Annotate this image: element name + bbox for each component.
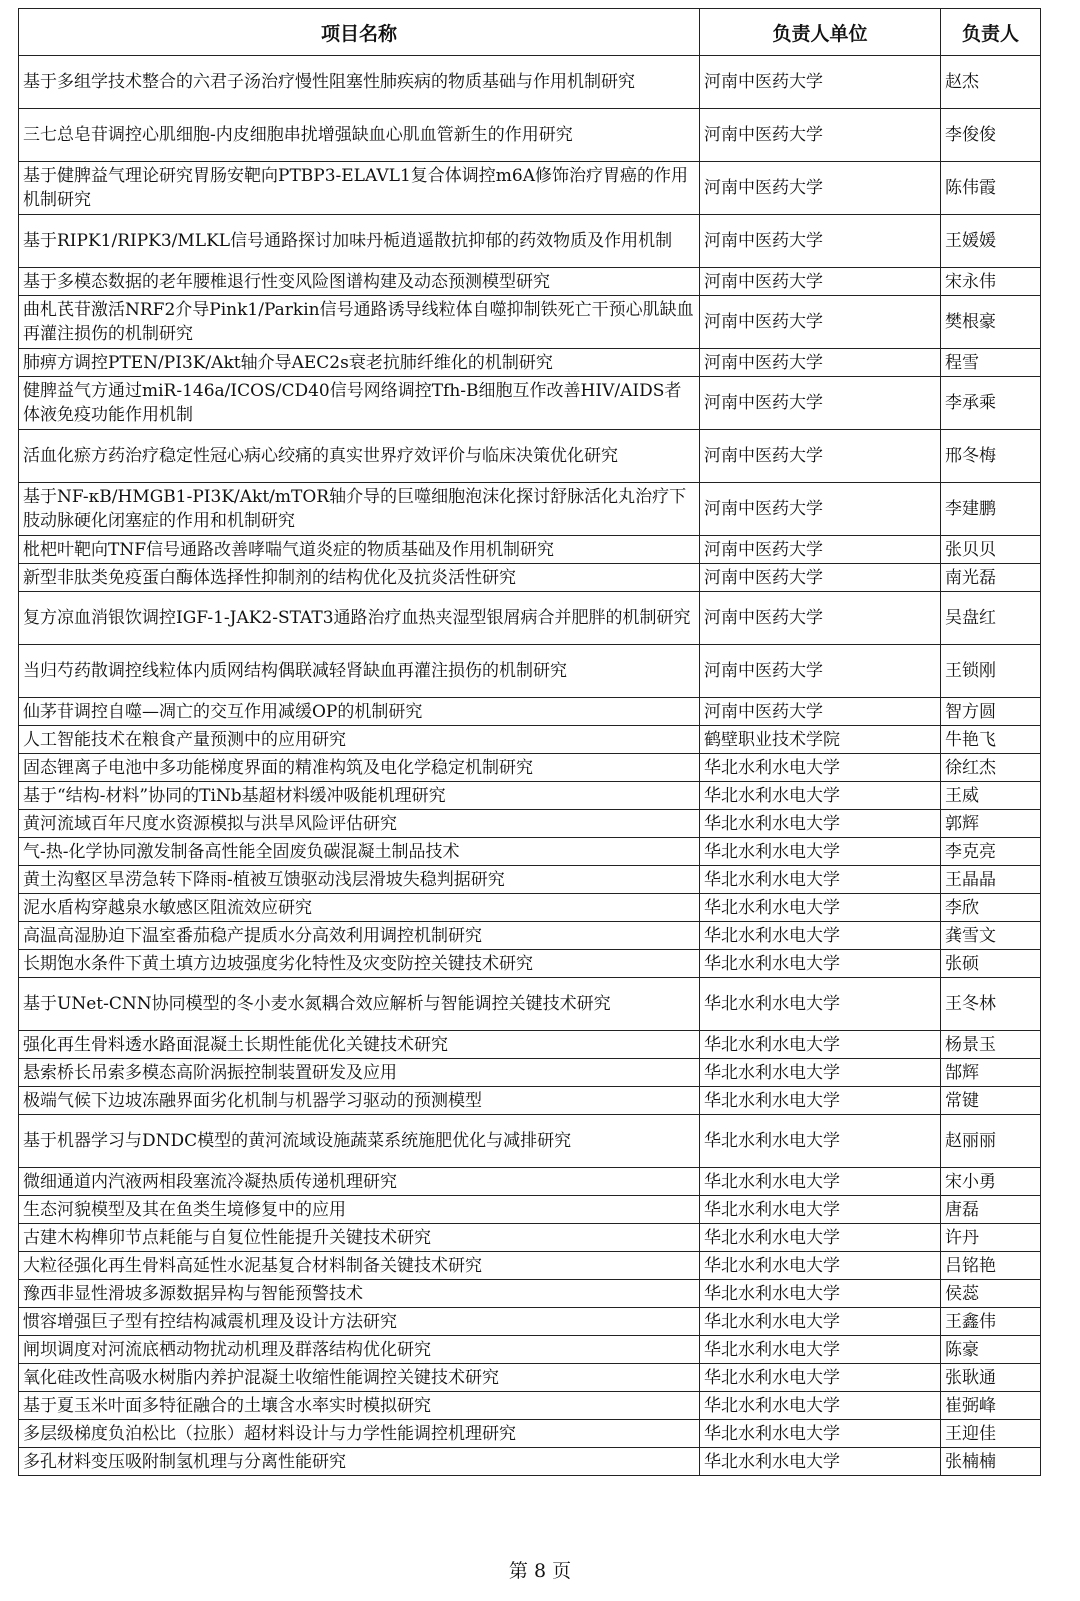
header-project-name: 项目名称	[19, 9, 700, 56]
table-row	[19, 1115, 1041, 1168]
institution-cell: 华北水利水电大学	[700, 1196, 941, 1224]
project-name-cell: 枇杷叶靶向TNF信号通路改善哮喘气道炎症的物质基础及作用机制研究	[19, 536, 700, 564]
institution-cell: 华北水利水电大学	[700, 1336, 941, 1364]
table-row	[19, 1196, 1041, 1224]
table-row	[19, 1448, 1041, 1476]
project-name-cell: 基于多模态数据的老年腰椎退行性变风险图谱构建及动态预测模型研究	[19, 268, 700, 296]
table-row	[19, 1031, 1041, 1059]
leader-cell: 赵丽丽	[941, 1115, 1041, 1168]
leader-cell: 吕铭艳	[941, 1252, 1041, 1280]
project-name-cell: 基于RIPK1/RIPK3/MLKL信号通路探讨加味丹栀逍遥散抗抑郁的药效物质及作用机制	[19, 215, 700, 268]
table-row	[19, 838, 1041, 866]
project-name-cell: 气-热-化学协同激发制备高性能全固废负碳混凝土制品技术	[19, 838, 700, 866]
institution-cell: 华北水利水电大学	[700, 1115, 941, 1168]
table-row	[19, 430, 1041, 483]
institution-cell: 华北水利水电大学	[700, 782, 941, 810]
project-name-cell: 肺痹方调控PTEN/PI3K/Akt轴介导AEC2s衰老抗肺纤维化的机制研究	[19, 349, 700, 377]
table-row	[19, 564, 1041, 592]
project-name-cell: 当归芍药散调控线粒体内质网结构偶联减轻肾缺血再灌注损伤的机制研究	[19, 645, 700, 698]
institution-cell: 鹤壁职业技术学院	[700, 726, 941, 754]
leader-cell: 龚雪文	[941, 922, 1041, 950]
institution-cell: 河南中医药大学	[700, 268, 941, 296]
project-name-cell: 生态河貌模型及其在鱼类生境修复中的应用	[19, 1196, 700, 1224]
institution-cell: 河南中医药大学	[700, 564, 941, 592]
table-row	[19, 978, 1041, 1031]
leader-cell: 崔弼峰	[941, 1392, 1041, 1420]
table-row	[19, 215, 1041, 268]
leader-cell: 王威	[941, 782, 1041, 810]
project-name-cell: 古建木构榫卯节点耗能与自复位性能提升关键技术研究	[19, 1224, 700, 1252]
project-name-cell: 氧化硅改性高吸水树脂内养护混凝土收缩性能调控关键技术研究	[19, 1364, 700, 1392]
table-row	[19, 1336, 1041, 1364]
leader-cell: 邢冬梅	[941, 430, 1041, 483]
table-row	[19, 1059, 1041, 1087]
table-row	[19, 349, 1041, 377]
institution-cell: 华北水利水电大学	[700, 1308, 941, 1336]
institution-cell: 华北水利水电大学	[700, 894, 941, 922]
institution-cell: 华北水利水电大学	[700, 1224, 941, 1252]
leader-cell: 常键	[941, 1087, 1041, 1115]
project-name-cell: 人工智能技术在粮食产量预测中的应用研究	[19, 726, 700, 754]
leader-cell: 樊根豪	[941, 296, 1041, 349]
institution-cell: 华北水利水电大学	[700, 754, 941, 782]
institution-cell: 河南中医药大学	[700, 162, 941, 215]
institution-cell: 河南中医药大学	[700, 483, 941, 536]
leader-cell: 李建鹏	[941, 483, 1041, 536]
leader-cell: 郭辉	[941, 810, 1041, 838]
leader-cell: 陈伟霞	[941, 162, 1041, 215]
leader-cell: 侯蕊	[941, 1280, 1041, 1308]
institution-cell: 华北水利水电大学	[700, 1252, 941, 1280]
project-name-cell: 泥水盾构穿越泉水敏感区阻流效应研究	[19, 894, 700, 922]
table-row	[19, 109, 1041, 162]
table-row	[19, 754, 1041, 782]
project-name-cell: 活血化瘀方药治疗稳定性冠心病心绞痛的真实世界疗效评价与临床决策优化研究	[19, 430, 700, 483]
project-table	[18, 8, 1041, 1476]
leader-cell: 王晶晶	[941, 866, 1041, 894]
leader-cell: 吴盘红	[941, 592, 1041, 645]
project-name-cell: 悬索桥长吊索多模态高阶涡振控制装置研发及应用	[19, 1059, 700, 1087]
institution-cell: 河南中医药大学	[700, 296, 941, 349]
leader-cell: 赵杰	[941, 56, 1041, 109]
table-row	[19, 1224, 1041, 1252]
project-name-cell: 基于“结构-材料”协同的TiNb基超材料缓冲吸能机理研究	[19, 782, 700, 810]
project-name-cell: 基于多组学技术整合的六君子汤治疗慢性阻塞性肺疾病的物质基础与作用机制研究	[19, 56, 700, 109]
institution-cell: 华北水利水电大学	[700, 1420, 941, 1448]
table-row	[19, 1308, 1041, 1336]
leader-cell: 张耿通	[941, 1364, 1041, 1392]
leader-cell: 宋小勇	[941, 1168, 1041, 1196]
institution-cell: 河南中医药大学	[700, 698, 941, 726]
institution-cell: 华北水利水电大学	[700, 866, 941, 894]
institution-cell: 华北水利水电大学	[700, 922, 941, 950]
project-name-cell: 基于夏玉米叶面多特征融合的土壤含水率实时模拟研究	[19, 1392, 700, 1420]
table-row	[19, 592, 1041, 645]
project-name-cell: 固态锂离子电池中多功能梯度界面的精准构筑及电化学稳定机制研究	[19, 754, 700, 782]
table-row	[19, 782, 1041, 810]
project-name-cell: 惯容增强巨子型有控结构减震机理及设计方法研究	[19, 1308, 700, 1336]
institution-cell: 华北水利水电大学	[700, 978, 941, 1031]
table-row	[19, 268, 1041, 296]
project-name-cell: 新型非肽类免疫蛋白酶体选择性抑制剂的结构优化及抗炎活性研究	[19, 564, 700, 592]
institution-cell: 华北水利水电大学	[700, 1448, 941, 1476]
leader-cell: 王媛媛	[941, 215, 1041, 268]
leader-cell: 许丹	[941, 1224, 1041, 1252]
leader-cell: 王锁刚	[941, 645, 1041, 698]
table-row	[19, 1280, 1041, 1308]
project-name-cell: 黄土沟壑区旱涝急转下降雨-植被互馈驱动浅层滑坡失稳判据研究	[19, 866, 700, 894]
project-name-cell: 基于健脾益气理论研究胃肠安靶向PTBP3-ELAVL1复合体调控m6A修饰治疗胃癌的作用机制研究	[19, 162, 700, 215]
institution-cell: 华北水利水电大学	[700, 950, 941, 978]
table-row	[19, 1420, 1041, 1448]
project-name-cell: 黄河流域百年尺度水资源模拟与洪旱风险评估研究	[19, 810, 700, 838]
project-name-cell: 多孔材料变压吸附制氢机理与分离性能研究	[19, 1448, 700, 1476]
project-name-cell: 微细通道内汽液两相段塞流冷凝热质传递机理研究	[19, 1168, 700, 1196]
leader-cell: 张硕	[941, 950, 1041, 978]
table-row	[19, 162, 1041, 215]
institution-cell: 华北水利水电大学	[700, 1168, 941, 1196]
institution-cell: 河南中医药大学	[700, 56, 941, 109]
leader-cell: 程雪	[941, 349, 1041, 377]
page-number: 第 8 页	[508, 1560, 572, 1582]
institution-cell: 河南中医药大学	[700, 215, 941, 268]
institution-cell: 河南中医药大学	[700, 377, 941, 430]
project-name-cell: 多层级梯度负泊松比（拉胀）超材料设计与力学性能调控机理研究	[19, 1420, 700, 1448]
project-name-cell: 仙茅苷调控自噬—凋亡的交互作用减缓OP的机制研究	[19, 698, 700, 726]
table-row	[19, 1364, 1041, 1392]
leader-cell: 徐红杰	[941, 754, 1041, 782]
table-row	[19, 1168, 1041, 1196]
project-name-cell: 基于UNet-CNN协同模型的冬小麦水氮耦合效应解析与智能调控关键技术研究	[19, 978, 700, 1031]
leader-cell: 王冬林	[941, 978, 1041, 1031]
table-row	[19, 1252, 1041, 1280]
header-leader: 负责人	[941, 9, 1041, 56]
table-row	[19, 377, 1041, 430]
table-row	[19, 698, 1041, 726]
table-row	[19, 810, 1041, 838]
table-header	[19, 9, 1041, 56]
institution-cell: 华北水利水电大学	[700, 1031, 941, 1059]
institution-cell: 河南中医药大学	[700, 645, 941, 698]
leader-cell: 李俊俊	[941, 109, 1041, 162]
project-table-container	[18, 8, 1040, 1476]
leader-cell: 王迎佳	[941, 1420, 1041, 1448]
project-name-cell: 极端气候下边坡冻融界面劣化机制与机器学习驱动的预测模型	[19, 1087, 700, 1115]
table-row	[19, 536, 1041, 564]
project-name-cell: 大粒径强化再生骨料高延性水泥基复合材料制备关键技术研究	[19, 1252, 700, 1280]
institution-cell: 河南中医药大学	[700, 109, 941, 162]
institution-cell: 华北水利水电大学	[700, 838, 941, 866]
institution-cell: 华北水利水电大学	[700, 1392, 941, 1420]
table-row	[19, 922, 1041, 950]
leader-cell: 张贝贝	[941, 536, 1041, 564]
institution-cell: 河南中医药大学	[700, 592, 941, 645]
leader-cell: 唐磊	[941, 1196, 1041, 1224]
institution-cell: 河南中医药大学	[700, 349, 941, 377]
table-row	[19, 894, 1041, 922]
table-row	[19, 950, 1041, 978]
leader-cell: 郜辉	[941, 1059, 1041, 1087]
table-row	[19, 1392, 1041, 1420]
leader-cell: 杨景玉	[941, 1031, 1041, 1059]
project-name-cell: 高温高湿胁迫下温室番茄稳产提质水分高效利用调控机制研究	[19, 922, 700, 950]
leader-cell: 李克亮	[941, 838, 1041, 866]
project-name-cell: 闸坝调度对河流底栖动物扰动机理及群落结构优化研究	[19, 1336, 700, 1364]
project-name-cell: 三七总皂苷调控心肌细胞-内皮细胞串扰增强缺血心肌血管新生的作用研究	[19, 109, 700, 162]
project-name-cell: 曲札芪苷激活NRF2介导Pink1/Parkin信号通路诱导线粒体自噬抑制铁死亡干预心肌缺血再灌注损伤的机制研究	[19, 296, 700, 349]
leader-cell: 张楠楠	[941, 1448, 1041, 1476]
institution-cell: 河南中医药大学	[700, 430, 941, 483]
project-name-cell: 健脾益气方通过miR-146a/ICOS/CD40信号网络调控Tfh-B细胞互作改善HIV/AIDS者体液免疫功能作用机制	[19, 377, 700, 430]
institution-cell: 华北水利水电大学	[700, 1087, 941, 1115]
leader-cell: 陈豪	[941, 1336, 1041, 1364]
table-row	[19, 483, 1041, 536]
leader-cell: 李欣	[941, 894, 1041, 922]
institution-cell: 华北水利水电大学	[700, 1364, 941, 1392]
table-row	[19, 56, 1041, 109]
project-name-cell: 强化再生骨料透水路面混凝土长期性能优化关键技术研究	[19, 1031, 700, 1059]
leader-cell: 南光磊	[941, 564, 1041, 592]
table-body	[19, 56, 1041, 1476]
institution-cell: 华北水利水电大学	[700, 1059, 941, 1087]
institution-cell: 华北水利水电大学	[700, 810, 941, 838]
institution-cell: 华北水利水电大学	[700, 1280, 941, 1308]
project-name-cell: 复方凉血消银饮调控IGF-1-JAK2-STAT3通路治疗血热夹湿型银屑病合并肥胖的机制研究	[19, 592, 700, 645]
table-row	[19, 645, 1041, 698]
leader-cell: 李承乘	[941, 377, 1041, 430]
header-institution: 负责人单位	[700, 9, 941, 56]
table-row	[19, 726, 1041, 754]
leader-cell: 王鑫伟	[941, 1308, 1041, 1336]
project-name-cell: 基于NF-κB/HMGB1-PI3K/Akt/mTOR轴介导的巨噬细胞泡沫化探讨舒脉活化丸治疗下肢动脉硬化闭塞症的作用和机制研究	[19, 483, 700, 536]
leader-cell: 牛艳飞	[941, 726, 1041, 754]
table-row	[19, 296, 1041, 349]
header-row	[19, 9, 1041, 56]
table-row	[19, 866, 1041, 894]
project-name-cell: 长期饱水条件下黄土填方边坡强度劣化特性及灾变防控关键技术研究	[19, 950, 700, 978]
leader-cell: 宋永伟	[941, 268, 1041, 296]
project-name-cell: 豫西非显性滑坡多源数据异构与智能预警技术	[19, 1280, 700, 1308]
leader-cell: 智方圆	[941, 698, 1041, 726]
institution-cell: 河南中医药大学	[700, 536, 941, 564]
project-name-cell: 基于机器学习与DNDC模型的黄河流域设施蔬菜系统施肥优化与减排研究	[19, 1115, 700, 1168]
table-row	[19, 1087, 1041, 1115]
